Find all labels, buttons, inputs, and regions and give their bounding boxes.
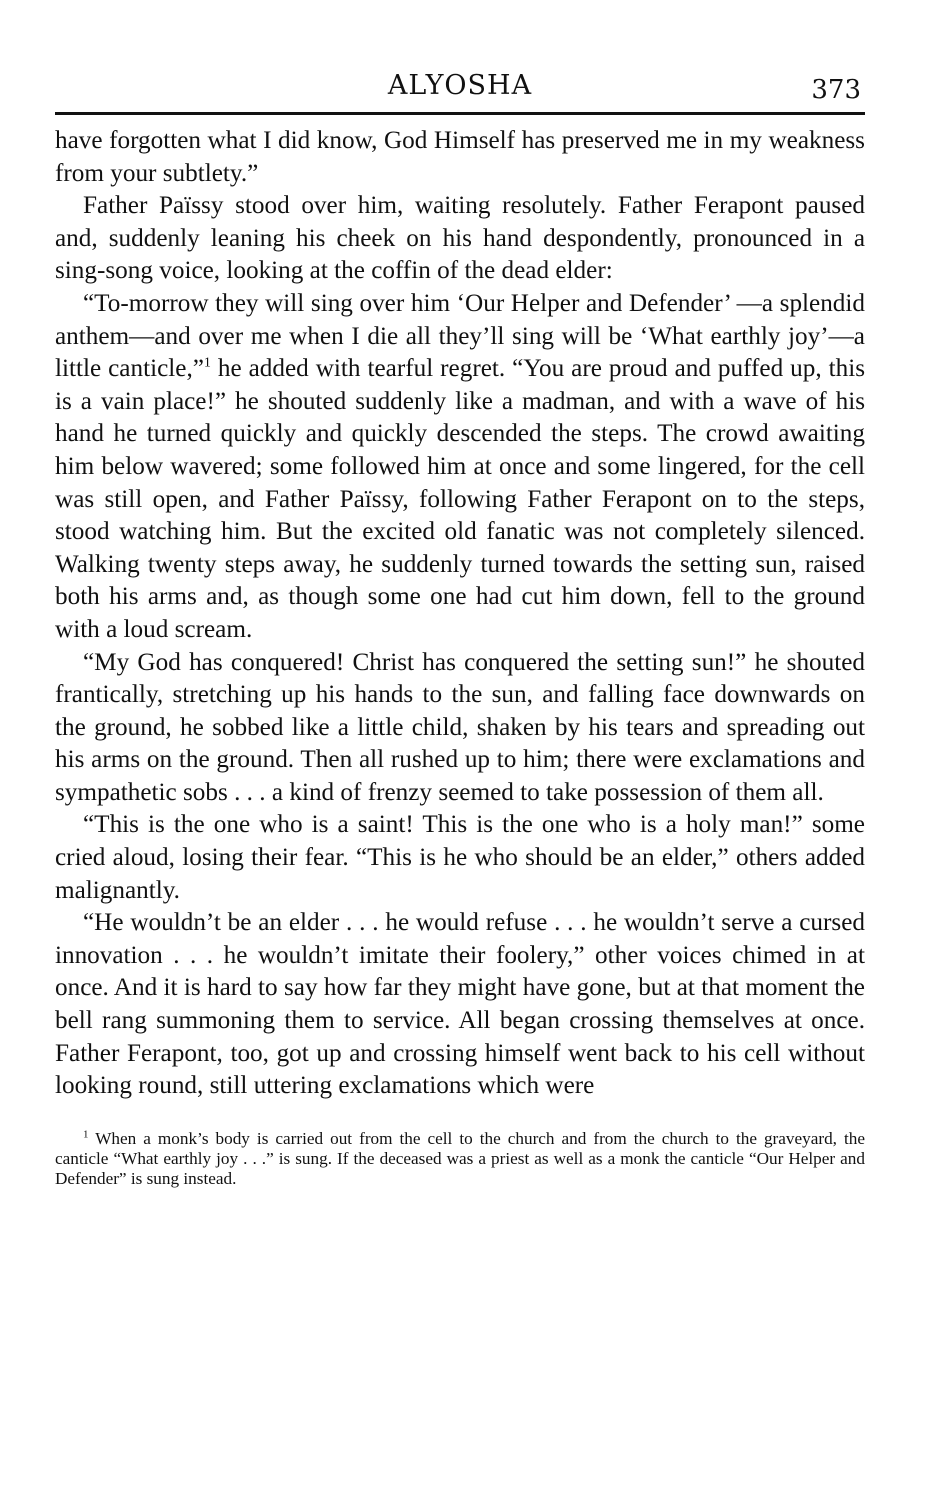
footnotes: [55, 1129, 865, 1189]
paragraph-with-footnote: [55, 288, 865, 647]
footnote-reference: 1: [203, 355, 211, 371]
book-page: [55, 68, 865, 1189]
footnote: [55, 1129, 865, 1189]
paragraph-continued: have forgotten what I did know, God Himself has preserved me in my weakness from your subtlety.”: [55, 127, 865, 187]
footnote-mark: 1: [83, 1128, 89, 1141]
footnote-text: When a monk’s body is carried out from the cell to the church and from the church to the graveyard, the canticle “What earthly joy . . .” is sung. If the deceased was a priest as well as a monk the canticle “Our Helper and Defender” is sung instead.: [55, 1128, 865, 1188]
paragraph: “This is the one who is a saint! This is the one who is a holy man!” some cried aloud, losing their fear. “This is he who should be an elder,” others added malignantly.: [55, 811, 865, 904]
paragraph: “He wouldn’t be an elder . . . he would refuse . . . he wouldn’t serve a cursed innovation . . . he wouldn’t imitate their foolery,” other voices chimed in at once. And it is hard to say how far they might have gone, but at that moment the bell rang summoning them to service. All began crossing themselves at once. Father Ferapont, too, got up and crossing himself went back to his cell without looking round, still uttering exclamations which were: [55, 909, 865, 1100]
paragraph-text: he added with tearful regret. “You are proud and puffed up, this is a vain place!” he shouted suddenly like a madman, and with a wave of his hand he turned quickly and quickly descended the steps. The crowd awaiting him below wavered; some followed him at once and some lingered, for the cell was still open, and Father Païssy, following Father Ferapont on to the steps, stood watching him. But the excited old fanatic was not completely silenced. Walking twenty steps away, he suddenly turned towards the setting sun, raised both his arms and, as though some one had cut him down, fell to the ground with a loud scream.: [55, 355, 865, 643]
page-header: [55, 68, 865, 104]
page-number: 373: [811, 75, 861, 105]
paragraph: Father Païssy stood over him, waiting resolutely. Father Ferapont paused and, suddenly leaning his cheek on his hand despondently, pronounced in a sing-song voice, looking at the coffin of the dead elder:: [55, 192, 865, 285]
header-rule: [55, 112, 865, 115]
running-title: ALYOSHA: [387, 70, 533, 101]
paragraph-text: “To-morrow they will sing over him ‘Our Helper and Defender’ —a splendid anthem—and over me when I die all they’ll sing will be ‘What earthly joy’—a little canticle,”: [55, 289, 865, 383]
paragraph: “My God has conquered! Christ has conquered the setting sun!” he shouted frantically, stretching up his hands to the sun, and falling face downwards on the ground, he sobbed like a little child, shaken by his tears and spreading out his arms on the ground. Then all rushed up to him; there were exclamations and sympathetic sobs . . . a kind of frenzy seemed to take possession of them all.: [55, 648, 865, 806]
body-text: [55, 125, 865, 1103]
